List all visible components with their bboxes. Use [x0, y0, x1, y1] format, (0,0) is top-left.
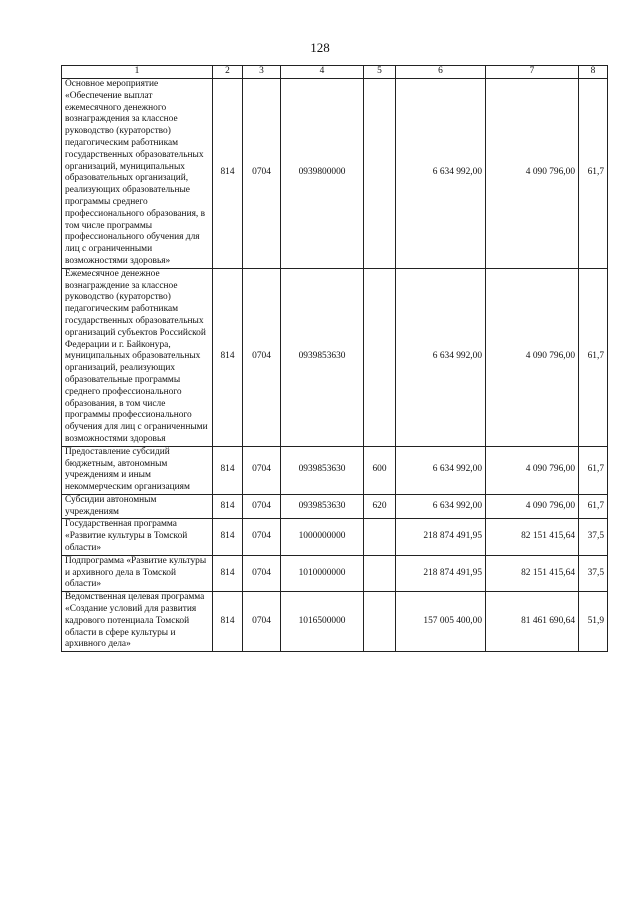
- row-name: Государственная программа «Развитие культуры в Томской области»: [62, 519, 213, 555]
- plan-amount: 157 005 400,00: [396, 592, 486, 652]
- admin-code: 814: [213, 79, 243, 269]
- target-article: 1016500000: [281, 592, 364, 652]
- target-article: 0939853630: [281, 446, 364, 494]
- section-code: 0704: [243, 519, 281, 555]
- expense-type: 600: [364, 446, 396, 494]
- percent-done: 61,7: [579, 268, 608, 446]
- row-name: Предоставление субсидий бюджетным, автономным учреждениям и иным некоммерческим организациям: [62, 446, 213, 494]
- table-row: [62, 592, 608, 652]
- table-row: [62, 446, 608, 494]
- expense-type: 620: [364, 494, 396, 519]
- expense-type: [364, 592, 396, 652]
- expense-type: [364, 555, 396, 591]
- admin-code: 814: [213, 519, 243, 555]
- percent-done: 61,7: [579, 446, 608, 494]
- target-article: 0939853630: [281, 494, 364, 519]
- section-code: 0704: [243, 79, 281, 269]
- expense-type: [364, 268, 396, 446]
- header-cell: 3: [243, 66, 281, 79]
- row-name: Подпрограмма «Развитие культуры и архивного дела в Томской области»: [62, 555, 213, 591]
- header-cell: 1: [62, 66, 213, 79]
- table-row: [62, 79, 608, 269]
- target-article: 1000000000: [281, 519, 364, 555]
- row-name: Ежемесячное денежное вознаграждение за классное руководство (кураторство) педагогическим работникам государственных образовательных организаций субъектов Российской Федерации и г. Байконура, муниципальных образовательных организаций, реализующих образовательные программы среднего профессионального образования, в том числе программы профессионального обучения для лиц с ограниченными возможностями здоровья: [62, 268, 213, 446]
- section-code: 0704: [243, 268, 281, 446]
- header-cell: 5: [364, 66, 396, 79]
- target-article: 0939853630: [281, 268, 364, 446]
- plan-amount: 218 874 491,95: [396, 519, 486, 555]
- table-row: [62, 494, 608, 519]
- admin-code: 814: [213, 555, 243, 591]
- table-row: [62, 268, 608, 446]
- actual-amount: 82 151 415,64: [486, 555, 579, 591]
- plan-amount: 6 634 992,00: [396, 268, 486, 446]
- header-cell: 4: [281, 66, 364, 79]
- row-name: Ведомственная целевая программа «Создание условий для развития кадрового потенциала Томской области в сфере культуры и архивного дела»: [62, 592, 213, 652]
- header-cell: 8: [579, 66, 608, 79]
- actual-amount: 4 090 796,00: [486, 79, 579, 269]
- actual-amount: 82 151 415,64: [486, 519, 579, 555]
- target-article: 1010000000: [281, 555, 364, 591]
- actual-amount: 4 090 796,00: [486, 268, 579, 446]
- section-code: 0704: [243, 555, 281, 591]
- header-cell: 2: [213, 66, 243, 79]
- section-code: 0704: [243, 592, 281, 652]
- section-code: 0704: [243, 446, 281, 494]
- actual-amount: 4 090 796,00: [486, 446, 579, 494]
- percent-done: 37,5: [579, 555, 608, 591]
- table-row: [62, 555, 608, 591]
- header-cell: 6: [396, 66, 486, 79]
- percent-done: 37,5: [579, 519, 608, 555]
- percent-done: 61,7: [579, 79, 608, 269]
- actual-amount: 81 461 690,64: [486, 592, 579, 652]
- table-row: [62, 519, 608, 555]
- plan-amount: 6 634 992,00: [396, 494, 486, 519]
- target-article: 0939800000: [281, 79, 364, 269]
- plan-amount: 218 874 491,95: [396, 555, 486, 591]
- plan-amount: 6 634 992,00: [396, 446, 486, 494]
- admin-code: 814: [213, 446, 243, 494]
- admin-code: 814: [213, 268, 243, 446]
- admin-code: 814: [213, 494, 243, 519]
- header-cell: 7: [486, 66, 579, 79]
- row-name: Основное мероприятие «Обеспечение выплат ежемесячного денежного вознаграждения за классное руководство (кураторство) педагогическим работникам государственных образовательных организаций, муниципальных образовательных организаций, реализующих образовательные программы среднего профессионального образования, в том числе программы профессионального обучения для лиц с ограниченными возможностями здоровья»: [62, 79, 213, 269]
- header-row: [62, 66, 608, 79]
- expense-type: [364, 519, 396, 555]
- actual-amount: 4 090 796,00: [486, 494, 579, 519]
- percent-done: 51,9: [579, 592, 608, 652]
- row-name: Субсидии автономным учреждениям: [62, 494, 213, 519]
- expense-type: [364, 79, 396, 269]
- plan-amount: 6 634 992,00: [396, 79, 486, 269]
- budget-table: [61, 65, 608, 652]
- page-number: 128: [310, 40, 330, 55]
- admin-code: 814: [213, 592, 243, 652]
- section-code: 0704: [243, 494, 281, 519]
- percent-done: 61,7: [579, 494, 608, 519]
